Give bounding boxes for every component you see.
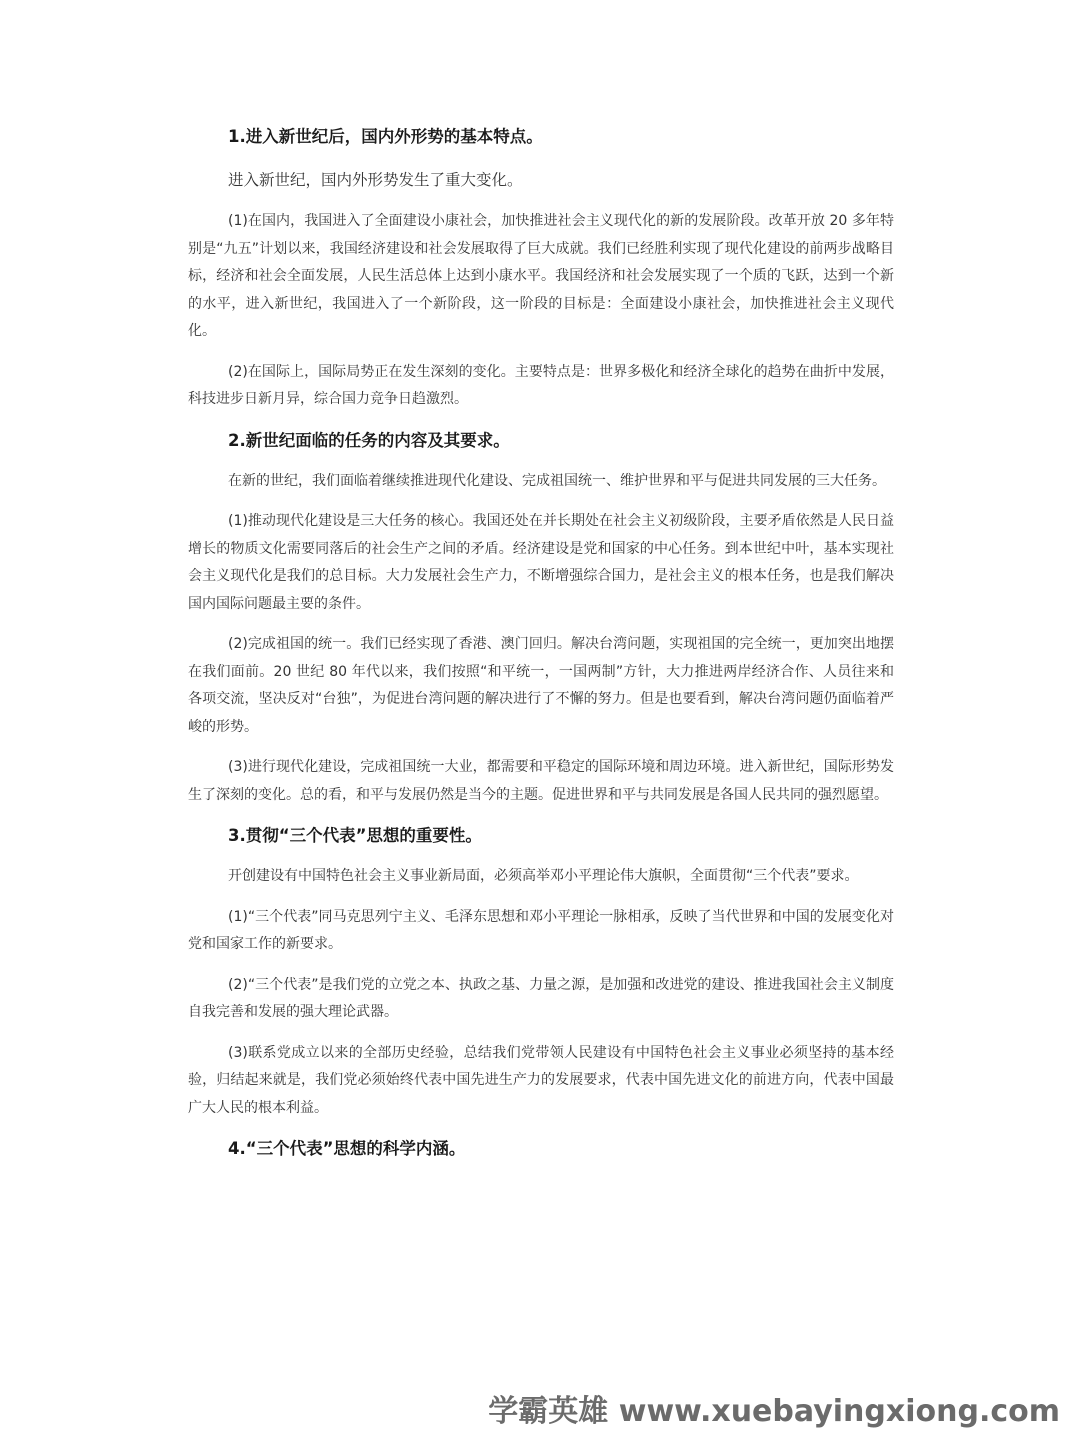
section-3-intro: 开创建设有中国特色社会主义事业新局面，必须高举邓小平理论伟大旗帜，全面贯彻“三个代表”要求。 (228, 868, 859, 884)
section-2-paragraph-3: (3)进行现代化建设，完成祖国统一大业，都需要和平稳定的国际环境和周边环境。进入新世纪，国际形势发生了深刻的变化。总的看，和平与发展仍然是当今的主题。促进世界和平与共同发展是各国人民共同的强烈愿望。 (188, 759, 894, 803)
section-2-paragraph-1: (1)推动现代化建设是三大任务的核心。我国还处在并长期处在社会主义初级阶段，主要矛盾依然是人民日益增长的物质文化需要同落后的社会生产之间的矛盾。经济建设是党和国家的中心任务。到本世纪中叶，基本实现社会主义现代化是我们的总目标。大力发展社会生产力，不断增强综合国力，是社会主义的根本任务，也是我们解决国内国际问题最主要的条件。 (188, 513, 894, 612)
section-1-intro: 进入新世纪，国内外形势发生了重大变化。 (228, 171, 523, 189)
section-3-paragraph-3: (3)联系党成立以来的全部历史经验，总结我们党带领人民建设有中国特色社会主义事业必须坚持的基本经验，归结起来就是，我们党必须始终代表中国先进生产力的发展要求，代表中国先进文化的前进方向，代表中国最广大人民的根本利益。 (188, 1044, 894, 1116)
section-2-heading: 2.新世纪面临的任务的内容及其要求。 (228, 430, 510, 450)
section-3-paragraph-2: (2)“三个代表”是我们党的立党之本、执政之基、力量之源，是加强和改进党的建设、推进我国社会主义制度自我完善和发展的强大理论武器。 (188, 976, 894, 1020)
section-3-paragraph-1: (1)“三个代表”同马克思列宁主义、毛泽东思想和邓小平理论一脉相承，反映了当代世界和中国的发展变化对党和国家工作的新要求。 (188, 908, 894, 952)
site-watermark: 学霸英雄 www.xuebayingxiong.com (488, 1394, 1060, 1429)
section-1-paragraph-1: (1)在国内，我国进入了全面建设小康社会，加快推进社会主义现代化的新的发展阶段。改革开放 20 多年特别是“九五”计划以来，我国经济建设和社会发展取得了巨大成就。我们已经胜利实现了现代化建设的前两步战略目标，经济和社会全面发展，人民生活总体上达到小康水平。我国经济和社会发展实现了一个质的飞跃，达到一个新的水平，进入新世纪，我国进入了一个新阶段，这一阶段的目标是：全面建设小康社会，加快推进社会主义现代化。 (188, 213, 894, 339)
section-2-intro: 在新的世纪，我们面临着继续推进现代化建设、完成祖国统一、维护世界和平与促进共同发展的三大任务。 (228, 472, 886, 489)
section-1-heading: 1.进入新世纪后，国内外形势的基本特点。 (228, 127, 543, 146)
document-body (188, 120, 894, 1162)
section-3-heading: 3.贯彻“三个代表”思想的重要性。 (228, 826, 482, 845)
section-4-heading: 4.“三个代表”思想的科学内涵。 (228, 1139, 466, 1158)
section-1-paragraph-2: (2)在国际上，国际局势正在发生深刻的变化。主要特点是：世界多极化和经济全球化的趋势在曲折中发展，科技进步日新月异，综合国力竞争日趋激烈。 (188, 363, 894, 407)
section-2-paragraph-2: (2)完成祖国的统一。我们已经实现了香港、澳门回归。解决台湾问题，实现祖国的完全统一，更加突出地摆在我们面前。20 世纪 80 年代以来，我们按照“和平统一，一国两制”方针，大力推进两岸经济合作、人员往来和各项交流，坚决反对“台独”，为促进台湾问题的解决进行了不懈的努力。但是也要看到，解决台湾问题仍面临着严峻的形势。 (188, 636, 894, 735)
